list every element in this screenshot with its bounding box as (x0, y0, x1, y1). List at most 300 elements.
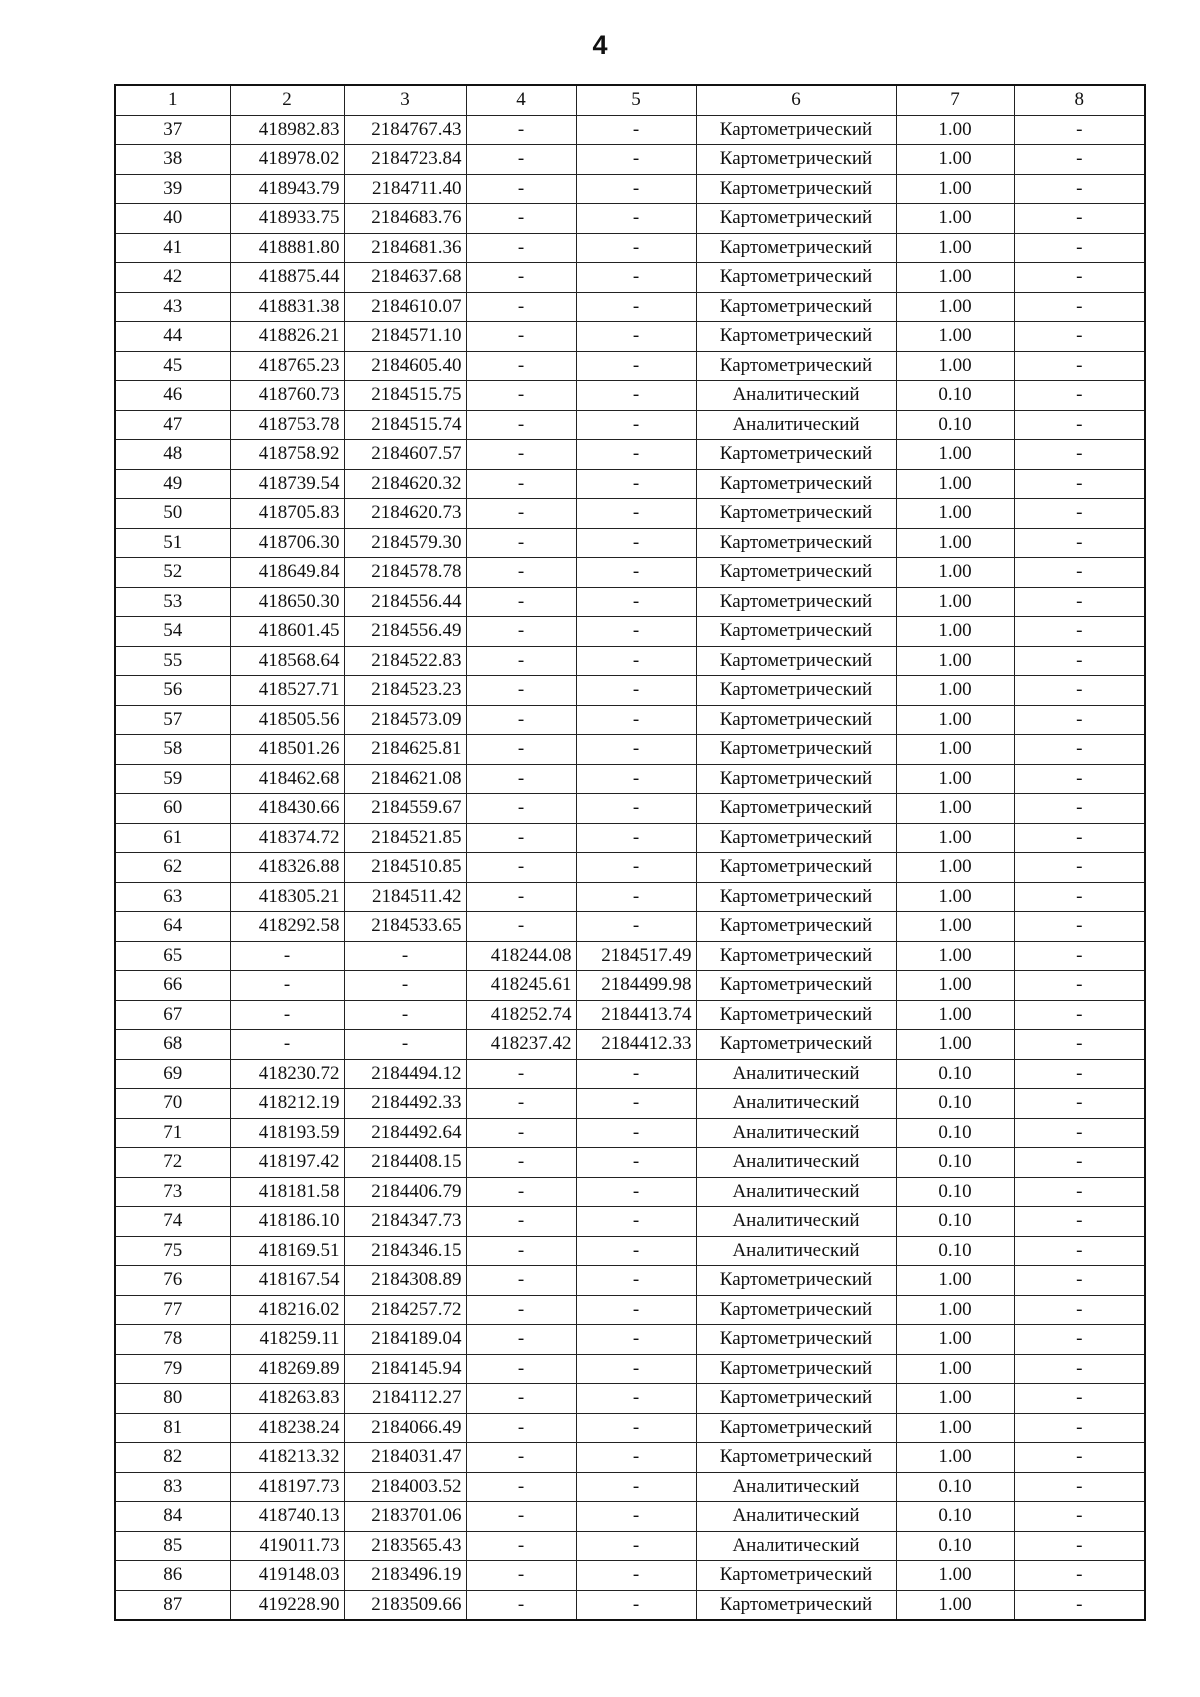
method-cell: Аналитический (696, 381, 896, 411)
x-coordinate-cell: 418943.79 (230, 174, 344, 204)
table-row (115, 1177, 1145, 1207)
x-coordinate-cell: 418430.66 (230, 794, 344, 824)
x-new-coordinate-cell: - (466, 1472, 576, 1502)
y-new-coordinate-cell: - (576, 1561, 696, 1591)
table-row (115, 1089, 1145, 1119)
method-cell: Аналитический (696, 1236, 896, 1266)
note-cell: - (1014, 882, 1145, 912)
x-coordinate-cell: 418193.59 (230, 1118, 344, 1148)
y-new-coordinate-cell: - (576, 469, 696, 499)
x-new-coordinate-cell: - (466, 351, 576, 381)
y-coordinate-cell: 2184492.64 (344, 1118, 466, 1148)
method-cell: Картометрический (696, 1000, 896, 1030)
accuracy-cell: 0.10 (896, 1177, 1014, 1207)
method-cell: Картометрический (696, 676, 896, 706)
x-coordinate-cell: 418167.54 (230, 1266, 344, 1296)
note-cell: - (1014, 646, 1145, 676)
x-new-coordinate-cell: - (466, 263, 576, 293)
point-number-cell: 50 (115, 499, 230, 529)
point-number-cell: 37 (115, 115, 230, 145)
note-cell: - (1014, 1118, 1145, 1148)
x-new-coordinate-cell: - (466, 1413, 576, 1443)
accuracy-cell: 0.10 (896, 381, 1014, 411)
note-cell: - (1014, 1502, 1145, 1532)
y-new-coordinate-cell: - (576, 528, 696, 558)
table-body (115, 115, 1145, 1620)
accuracy-cell: 0.10 (896, 1236, 1014, 1266)
accuracy-cell: 1.00 (896, 322, 1014, 352)
accuracy-cell: 1.00 (896, 1413, 1014, 1443)
x-new-coordinate-cell: - (466, 587, 576, 617)
table-row (115, 322, 1145, 352)
method-cell: Аналитический (696, 1118, 896, 1148)
y-coordinate-cell: 2184578.78 (344, 558, 466, 588)
point-number-cell: 56 (115, 676, 230, 706)
method-cell: Картометрический (696, 882, 896, 912)
y-coordinate-cell: 2184308.89 (344, 1266, 466, 1296)
y-new-coordinate-cell: - (576, 263, 696, 293)
table-row (115, 1472, 1145, 1502)
accuracy-cell: 1.00 (896, 1266, 1014, 1296)
x-coordinate-cell: 418238.24 (230, 1413, 344, 1443)
accuracy-cell: 1.00 (896, 1443, 1014, 1473)
y-new-coordinate-cell: - (576, 764, 696, 794)
y-coordinate-cell: 2184347.73 (344, 1207, 466, 1237)
method-cell: Картометрический (696, 912, 896, 942)
y-coordinate-cell: 2184683.76 (344, 204, 466, 234)
table-row (115, 1236, 1145, 1266)
x-new-coordinate-cell: - (466, 145, 576, 175)
accuracy-cell: 0.10 (896, 1089, 1014, 1119)
point-number-cell: 66 (115, 971, 230, 1001)
accuracy-cell: 1.00 (896, 794, 1014, 824)
method-cell: Картометрический (696, 145, 896, 175)
column-header: 2 (230, 85, 344, 115)
point-number-cell: 61 (115, 823, 230, 853)
x-coordinate-cell: 418978.02 (230, 145, 344, 175)
accuracy-cell: 1.00 (896, 499, 1014, 529)
y-coordinate-cell: 2183701.06 (344, 1502, 466, 1532)
point-number-cell: 41 (115, 233, 230, 263)
column-header: 8 (1014, 85, 1145, 115)
y-coordinate-cell: 2184620.32 (344, 469, 466, 499)
method-cell: Картометрический (696, 1325, 896, 1355)
accuracy-cell: 0.10 (896, 1118, 1014, 1148)
x-new-coordinate-cell: - (466, 1177, 576, 1207)
method-cell: Картометрический (696, 617, 896, 647)
accuracy-cell: 1.00 (896, 351, 1014, 381)
x-coordinate-cell: 418601.45 (230, 617, 344, 647)
y-coordinate-cell: 2183565.43 (344, 1531, 466, 1561)
x-coordinate-cell: 418197.73 (230, 1472, 344, 1502)
x-coordinate-cell: 419148.03 (230, 1561, 344, 1591)
table-row (115, 823, 1145, 853)
note-cell: - (1014, 676, 1145, 706)
table-row (115, 558, 1145, 588)
y-new-coordinate-cell: - (576, 676, 696, 706)
method-cell: Аналитический (696, 410, 896, 440)
note-cell: - (1014, 853, 1145, 883)
table-row (115, 882, 1145, 912)
method-cell: Картометрический (696, 204, 896, 234)
y-coordinate-cell: 2184494.12 (344, 1059, 466, 1089)
point-number-cell: 65 (115, 941, 230, 971)
method-cell: Аналитический (696, 1531, 896, 1561)
y-new-coordinate-cell: - (576, 1531, 696, 1561)
y-new-coordinate-cell: - (576, 1384, 696, 1414)
point-number-cell: 54 (115, 617, 230, 647)
x-new-coordinate-cell: - (466, 1443, 576, 1473)
y-new-coordinate-cell: - (576, 204, 696, 234)
note-cell: - (1014, 941, 1145, 971)
y-coordinate-cell: 2184406.79 (344, 1177, 466, 1207)
x-coordinate-cell: - (230, 1000, 344, 1030)
y-coordinate-cell: 2184621.08 (344, 764, 466, 794)
y-new-coordinate-cell: 2184499.98 (576, 971, 696, 1001)
note-cell: - (1014, 1295, 1145, 1325)
note-cell: - (1014, 1207, 1145, 1237)
accuracy-cell: 0.10 (896, 1059, 1014, 1089)
y-new-coordinate-cell: - (576, 1590, 696, 1620)
x-coordinate-cell: 418269.89 (230, 1354, 344, 1384)
column-header: 3 (344, 85, 466, 115)
x-new-coordinate-cell: - (466, 823, 576, 853)
y-new-coordinate-cell: - (576, 1059, 696, 1089)
accuracy-cell: 1.00 (896, 735, 1014, 765)
method-cell: Аналитический (696, 1148, 896, 1178)
table-row (115, 1207, 1145, 1237)
x-new-coordinate-cell: - (466, 322, 576, 352)
table-row (115, 381, 1145, 411)
method-cell: Картометрический (696, 115, 896, 145)
y-coordinate-cell: 2184346.15 (344, 1236, 466, 1266)
x-new-coordinate-cell: - (466, 1531, 576, 1561)
note-cell: - (1014, 1384, 1145, 1414)
y-coordinate-cell: 2184510.85 (344, 853, 466, 883)
note-cell: - (1014, 322, 1145, 352)
accuracy-cell: 1.00 (896, 145, 1014, 175)
y-coordinate-cell: 2184556.44 (344, 587, 466, 617)
x-coordinate-cell: - (230, 1030, 344, 1060)
y-coordinate-cell: 2184003.52 (344, 1472, 466, 1502)
table-row (115, 941, 1145, 971)
y-new-coordinate-cell: - (576, 853, 696, 883)
x-coordinate-cell: 418758.92 (230, 440, 344, 470)
accuracy-cell: 1.00 (896, 1384, 1014, 1414)
y-new-coordinate-cell: - (576, 1236, 696, 1266)
accuracy-cell: 1.00 (896, 971, 1014, 1001)
y-coordinate-cell: 2184523.23 (344, 676, 466, 706)
x-new-coordinate-cell: - (466, 882, 576, 912)
y-new-coordinate-cell: - (576, 1118, 696, 1148)
accuracy-cell: 1.00 (896, 1561, 1014, 1591)
point-number-cell: 51 (115, 528, 230, 558)
method-cell: Картометрический (696, 941, 896, 971)
x-coordinate-cell: 418505.56 (230, 705, 344, 735)
y-coordinate-cell: 2184112.27 (344, 1384, 466, 1414)
y-new-coordinate-cell: - (576, 558, 696, 588)
y-coordinate-cell: 2184492.33 (344, 1089, 466, 1119)
point-number-cell: 55 (115, 646, 230, 676)
x-new-coordinate-cell: - (466, 1118, 576, 1148)
point-number-cell: 73 (115, 1177, 230, 1207)
table-row (115, 794, 1145, 824)
y-new-coordinate-cell: - (576, 174, 696, 204)
method-cell: Картометрический (696, 735, 896, 765)
accuracy-cell: 1.00 (896, 440, 1014, 470)
accuracy-cell: 1.00 (896, 853, 1014, 883)
method-cell: Картометрический (696, 351, 896, 381)
accuracy-cell: 1.00 (896, 1325, 1014, 1355)
x-new-coordinate-cell: - (466, 292, 576, 322)
y-new-coordinate-cell: - (576, 410, 696, 440)
x-coordinate-cell: 418462.68 (230, 764, 344, 794)
note-cell: - (1014, 1177, 1145, 1207)
method-cell: Картометрический (696, 528, 896, 558)
note-cell: - (1014, 705, 1145, 735)
point-number-cell: 87 (115, 1590, 230, 1620)
x-coordinate-cell: - (230, 941, 344, 971)
accuracy-cell: 0.10 (896, 1148, 1014, 1178)
method-cell: Картометрический (696, 1295, 896, 1325)
note-cell: - (1014, 1413, 1145, 1443)
method-cell: Картометрический (696, 646, 896, 676)
accuracy-cell: 1.00 (896, 764, 1014, 794)
point-number-cell: 69 (115, 1059, 230, 1089)
point-number-cell: 57 (115, 705, 230, 735)
x-new-coordinate-cell: - (466, 381, 576, 411)
point-number-cell: 68 (115, 1030, 230, 1060)
point-number-cell: 40 (115, 204, 230, 234)
table-row (115, 1502, 1145, 1532)
table-row (115, 617, 1145, 647)
x-new-coordinate-cell: - (466, 469, 576, 499)
accuracy-cell: 0.10 (896, 410, 1014, 440)
x-coordinate-cell: 418263.83 (230, 1384, 344, 1414)
note-cell: - (1014, 1590, 1145, 1620)
note-cell: - (1014, 794, 1145, 824)
y-new-coordinate-cell: - (576, 1472, 696, 1502)
y-coordinate-cell: 2183496.19 (344, 1561, 466, 1591)
method-cell: Аналитический (696, 1502, 896, 1532)
y-new-coordinate-cell: - (576, 233, 696, 263)
y-coordinate-cell: 2184556.49 (344, 617, 466, 647)
method-cell: Картометрический (696, 469, 896, 499)
y-new-coordinate-cell: - (576, 351, 696, 381)
table-row (115, 1059, 1145, 1089)
table-row (115, 912, 1145, 942)
y-coordinate-cell: 2184637.68 (344, 263, 466, 293)
y-coordinate-cell: - (344, 941, 466, 971)
x-new-coordinate-cell: 418245.61 (466, 971, 576, 1001)
note-cell: - (1014, 1089, 1145, 1119)
point-number-cell: 67 (115, 1000, 230, 1030)
x-new-coordinate-cell: - (466, 617, 576, 647)
note-cell: - (1014, 381, 1145, 411)
point-number-cell: 72 (115, 1148, 230, 1178)
table-row (115, 646, 1145, 676)
x-coordinate-cell: 418706.30 (230, 528, 344, 558)
table-row (115, 174, 1145, 204)
point-number-cell: 74 (115, 1207, 230, 1237)
point-number-cell: 45 (115, 351, 230, 381)
y-coordinate-cell: - (344, 1000, 466, 1030)
accuracy-cell: 0.10 (896, 1472, 1014, 1502)
y-new-coordinate-cell: - (576, 1502, 696, 1532)
accuracy-cell: 1.00 (896, 705, 1014, 735)
note-cell: - (1014, 587, 1145, 617)
accuracy-cell: 1.00 (896, 1000, 1014, 1030)
x-new-coordinate-cell: - (466, 499, 576, 529)
table-row (115, 1413, 1145, 1443)
accuracy-cell: 1.00 (896, 528, 1014, 558)
y-coordinate-cell: 2184533.65 (344, 912, 466, 942)
point-number-cell: 80 (115, 1384, 230, 1414)
y-coordinate-cell: 2184625.81 (344, 735, 466, 765)
method-cell: Аналитический (696, 1177, 896, 1207)
x-new-coordinate-cell: - (466, 853, 576, 883)
note-cell: - (1014, 115, 1145, 145)
table-row (115, 440, 1145, 470)
table-row (115, 469, 1145, 499)
x-coordinate-cell: 418875.44 (230, 263, 344, 293)
y-new-coordinate-cell: - (576, 292, 696, 322)
table-row (115, 1354, 1145, 1384)
note-cell: - (1014, 1443, 1145, 1473)
y-coordinate-cell: 2184189.04 (344, 1325, 466, 1355)
accuracy-cell: 1.00 (896, 204, 1014, 234)
x-coordinate-cell: 418826.21 (230, 322, 344, 352)
x-new-coordinate-cell: - (466, 1266, 576, 1296)
point-number-cell: 78 (115, 1325, 230, 1355)
accuracy-cell: 1.00 (896, 174, 1014, 204)
x-new-coordinate-cell: - (466, 1148, 576, 1178)
accuracy-cell: 1.00 (896, 882, 1014, 912)
method-cell: Картометрический (696, 823, 896, 853)
x-new-coordinate-cell: - (466, 1089, 576, 1119)
note-cell: - (1014, 617, 1145, 647)
y-coordinate-cell: - (344, 971, 466, 1001)
note-cell: - (1014, 971, 1145, 1001)
y-coordinate-cell: 2184571.10 (344, 322, 466, 352)
y-coordinate-cell: 2184515.74 (344, 410, 466, 440)
table-row (115, 676, 1145, 706)
y-new-coordinate-cell: - (576, 1207, 696, 1237)
x-coordinate-cell: 418181.58 (230, 1177, 344, 1207)
note-cell: - (1014, 1059, 1145, 1089)
x-coordinate-cell: 418305.21 (230, 882, 344, 912)
x-new-coordinate-cell: - (466, 528, 576, 558)
y-new-coordinate-cell: - (576, 115, 696, 145)
note-cell: - (1014, 1472, 1145, 1502)
x-new-coordinate-cell: - (466, 705, 576, 735)
column-header: 7 (896, 85, 1014, 115)
note-cell: - (1014, 1266, 1145, 1296)
method-cell: Картометрический (696, 1561, 896, 1591)
accuracy-cell: 1.00 (896, 912, 1014, 942)
point-number-cell: 60 (115, 794, 230, 824)
x-new-coordinate-cell: - (466, 410, 576, 440)
y-new-coordinate-cell: - (576, 1354, 696, 1384)
note-cell: - (1014, 1236, 1145, 1266)
method-cell: Картометрический (696, 1384, 896, 1414)
y-coordinate-cell: 2184408.15 (344, 1148, 466, 1178)
y-coordinate-cell: 2184521.85 (344, 823, 466, 853)
page-number: 4 (592, 30, 608, 60)
y-new-coordinate-cell: - (576, 1177, 696, 1207)
note-cell: - (1014, 528, 1145, 558)
point-number-cell: 81 (115, 1413, 230, 1443)
y-new-coordinate-cell: - (576, 735, 696, 765)
method-cell: Картометрический (696, 1590, 896, 1620)
accuracy-cell: 1.00 (896, 823, 1014, 853)
method-cell: Аналитический (696, 1089, 896, 1119)
point-number-cell: 86 (115, 1561, 230, 1591)
point-number-cell: 85 (115, 1531, 230, 1561)
point-number-cell: 59 (115, 764, 230, 794)
x-new-coordinate-cell: - (466, 1295, 576, 1325)
table-row (115, 1325, 1145, 1355)
x-new-coordinate-cell: - (466, 1561, 576, 1591)
x-new-coordinate-cell: - (466, 912, 576, 942)
table-row (115, 1443, 1145, 1473)
accuracy-cell: 1.00 (896, 676, 1014, 706)
point-number-cell: 77 (115, 1295, 230, 1325)
y-new-coordinate-cell: - (576, 381, 696, 411)
y-new-coordinate-cell: - (576, 145, 696, 175)
accuracy-cell: 1.00 (896, 1030, 1014, 1060)
method-cell: Картометрический (696, 1443, 896, 1473)
x-coordinate-cell: 418705.83 (230, 499, 344, 529)
method-cell: Картометрический (696, 1413, 896, 1443)
x-new-coordinate-cell: - (466, 1590, 576, 1620)
x-new-coordinate-cell: - (466, 646, 576, 676)
table-row (115, 1590, 1145, 1620)
x-new-coordinate-cell: - (466, 1236, 576, 1266)
table-row (115, 1531, 1145, 1561)
x-coordinate-cell: 418527.71 (230, 676, 344, 706)
x-new-coordinate-cell: - (466, 764, 576, 794)
y-coordinate-cell: 2184522.83 (344, 646, 466, 676)
method-cell: Картометрический (696, 263, 896, 293)
table-row (115, 1148, 1145, 1178)
point-number-cell: 42 (115, 263, 230, 293)
y-coordinate-cell: 2184610.07 (344, 292, 466, 322)
point-number-cell: 39 (115, 174, 230, 204)
y-new-coordinate-cell: - (576, 1266, 696, 1296)
method-cell: Картометрический (696, 558, 896, 588)
x-coordinate-cell: - (230, 971, 344, 1001)
y-coordinate-cell: 2184573.09 (344, 705, 466, 735)
x-new-coordinate-cell: - (466, 1384, 576, 1414)
table-row (115, 351, 1145, 381)
point-number-cell: 62 (115, 853, 230, 883)
x-coordinate-cell: 418197.42 (230, 1148, 344, 1178)
y-new-coordinate-cell: - (576, 882, 696, 912)
table-row (115, 145, 1145, 175)
point-number-cell: 44 (115, 322, 230, 352)
x-new-coordinate-cell: - (466, 233, 576, 263)
note-cell: - (1014, 351, 1145, 381)
note-cell: - (1014, 469, 1145, 499)
note-cell: - (1014, 204, 1145, 234)
accuracy-cell: 1.00 (896, 1295, 1014, 1325)
table-row (115, 115, 1145, 145)
point-number-cell: 83 (115, 1472, 230, 1502)
point-number-cell: 70 (115, 1089, 230, 1119)
y-coordinate-cell: 2184681.36 (344, 233, 466, 263)
accuracy-cell: 1.00 (896, 617, 1014, 647)
